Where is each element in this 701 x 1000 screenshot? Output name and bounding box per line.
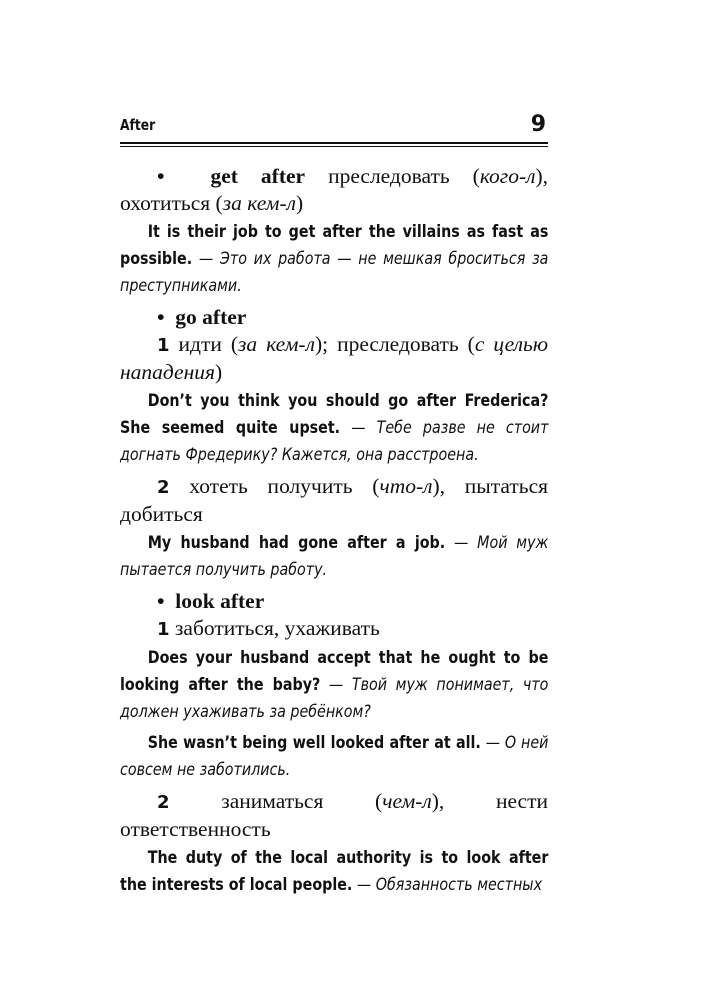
sense: 1 заботиться, ухаживать — [157, 616, 380, 640]
entry-get-after: • get after преследовать (кого-л), охотиться (за кем-л) — [120, 164, 549, 215]
example: The duty of the local authority is to look after the interests of local people. — Обязанность местных — [120, 848, 549, 895]
example: It is their job to get after the villains as fast as possible. — Это их работа — не мешкая броситься за преступниками. — [120, 222, 549, 296]
header-rule-thick — [120, 142, 548, 144]
sense: 2 хотеть получить (что-л), пытаться добиться — [120, 474, 549, 526]
example: Don’t you think you should go after Frederica? She seemed quite upset. — Тебе разве не стоит догнать Фредерику? Кажется, она расстроена. — [120, 391, 549, 465]
example: My husband had gone after a job. — Мой муж пытается получить работу. — [120, 533, 549, 580]
example: She wasn’t being well looked after at all. — О ней совсем не заботились. — [120, 733, 549, 780]
running-head: After — [120, 116, 156, 134]
headword: look after — [175, 589, 265, 613]
header-rule-thin — [120, 146, 548, 147]
page-header — [120, 112, 548, 142]
entry-look-after: • look after — [157, 589, 265, 613]
dictionary-text — [120, 163, 548, 903]
page-number: 9 — [530, 112, 546, 137]
sense: 1 идти (за кем-л); преследовать (с целью нападения) — [120, 332, 548, 384]
sense: 2 заниматься (чем-л), нести ответственность — [120, 789, 548, 841]
headword: get after — [210, 164, 306, 188]
headword: go after — [175, 305, 247, 329]
example: Does your husband accept that he ought to be looking after the baby? — Твой муж понимает, что должен ухаживать за ребёнком? — [120, 648, 549, 722]
entry-go-after: • go after — [157, 305, 247, 329]
